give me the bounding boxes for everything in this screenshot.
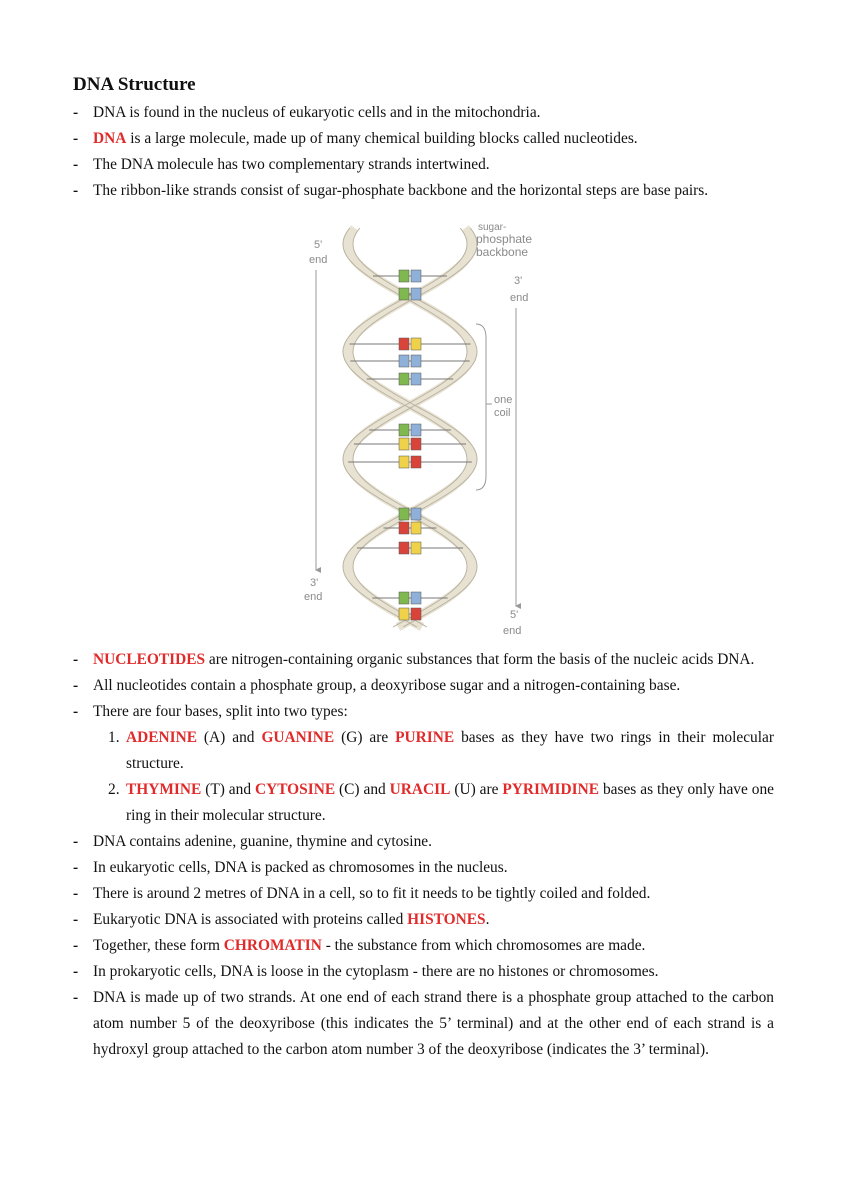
- cytosine-base: [411, 288, 421, 300]
- guanine-base: [399, 424, 409, 436]
- highlighted-term: CYTOSINE: [254, 781, 336, 798]
- bullet-item: [73, 673, 774, 699]
- text-run: The ribbon-like strands consist of sugar-phosphate backbone and the horizontal steps are base pairs.: [93, 182, 709, 199]
- text-run: Eukaryotic DNA is associated with proteins called: [93, 911, 408, 928]
- page-title: DNA Structure: [73, 74, 196, 95]
- text-run: is a large molecule, made up of many chemical building blocks called nucleotides.: [126, 130, 638, 147]
- text-run: DNA is found in the nucleus of eukaryotic cells and in the mitochondria.: [93, 104, 541, 121]
- text-run: In eukaryotic cells, DNA is packed as chromosomes in the nucleus.: [93, 859, 508, 876]
- text-run: bases as they have two rings in their molecular structure.: [126, 729, 774, 772]
- label-coil: coil: [494, 407, 511, 419]
- bullet-item: [73, 100, 774, 126]
- text-run: Together, these form: [93, 937, 224, 954]
- text-run: (U) are: [450, 781, 503, 798]
- highlighted-term: DNA: [93, 130, 127, 147]
- highlighted-term: HISTONES: [407, 911, 486, 928]
- text-run: (T) and: [201, 781, 255, 798]
- guanine-base: [399, 373, 409, 385]
- guanine-base: [399, 288, 409, 300]
- numbered-item: [93, 725, 774, 777]
- label-end-top-right: end: [510, 292, 529, 304]
- thymine-base: [411, 522, 421, 534]
- cytosine-base: [411, 355, 421, 367]
- intro-bullet-list: [73, 100, 774, 204]
- bullet-item: [73, 933, 774, 959]
- numbered-sublist: [93, 725, 774, 829]
- highlighted-term: PYRIMIDINE: [502, 781, 600, 798]
- adenine-base: [411, 456, 421, 468]
- thymine-base: [399, 456, 409, 468]
- text-run: There is around 2 metres of DNA in a cell, so to fit it needs to be tightly coiled and folded.: [93, 885, 651, 902]
- label-5-top: 5': [314, 239, 323, 251]
- thymine-base: [399, 608, 409, 620]
- bullet-item: [73, 985, 774, 1063]
- highlighted-term: ADENINE: [126, 729, 197, 746]
- bullet-item: [73, 881, 774, 907]
- text-run: All nucleotides contain a phosphate group, a deoxyribose sugar and a nitrogen-containing base.: [93, 677, 681, 694]
- label-5-bottom: 5': [510, 609, 519, 621]
- guanine-base: [399, 270, 409, 282]
- thymine-base: [399, 438, 409, 450]
- text-run: bases as they only have one ring in their molecular structure.: [126, 781, 774, 824]
- adenine-base: [411, 608, 421, 620]
- bullet-item: [73, 959, 774, 985]
- text-run: (G) are: [334, 729, 396, 746]
- bullet-item: [73, 178, 774, 204]
- label-backbone: backbone: [476, 245, 529, 259]
- highlighted-term: PURINE: [395, 729, 455, 746]
- dna-double-helix-figure: [300, 218, 550, 638]
- thymine-base: [411, 338, 421, 350]
- cytosine-base: [411, 424, 421, 436]
- cytosine-base: [399, 355, 409, 367]
- one-coil-bracket: [476, 324, 486, 490]
- cytosine-base: [411, 592, 421, 604]
- bullet-item: [73, 699, 774, 829]
- label-end-bottom-right: end: [503, 625, 522, 637]
- label-phosphate: phosphate: [476, 232, 533, 246]
- bullet-item: [73, 855, 774, 881]
- helix-strands: [343, 228, 477, 627]
- item-number: 2.: [108, 781, 120, 798]
- text-run: (C) and: [335, 781, 390, 798]
- highlighted-term: THYMINE: [126, 781, 202, 798]
- text-run: The DNA molecule has two complementary strands intertwined.: [93, 156, 490, 173]
- text-run: are nitrogen-containing organic substances that form the basis of the nucleic acids DNA.: [205, 651, 755, 668]
- cytosine-base: [411, 508, 421, 520]
- highlighted-term: URACIL: [389, 781, 451, 798]
- label-one: one: [494, 394, 513, 406]
- text-run: .: [485, 911, 490, 928]
- cytosine-base: [411, 373, 421, 385]
- text-run: DNA contains adenine, guanine, thymine and cytosine.: [93, 833, 432, 850]
- bullet-item: [73, 152, 774, 178]
- highlighted-term: CHROMATIN: [223, 937, 322, 954]
- cytosine-base: [411, 270, 421, 282]
- numbered-item: [93, 777, 774, 829]
- label-3-top: 3': [514, 275, 523, 287]
- item-number: 1.: [108, 729, 120, 746]
- label-end-top-left: end: [309, 254, 328, 266]
- guanine-base: [399, 592, 409, 604]
- adenine-base: [411, 438, 421, 450]
- text-run: DNA is made up of two strands. At one end of each strand there is a phosphate group attached to the carbon atom number 5 of the deoxyribose (this indicates the 5’ terminal) and at the other end of each strand is a hydroxyl group attached to the carbon atom number 3 of the deoxyribose (indicates the 3’ terminal).: [93, 989, 774, 1058]
- bullet-item: [73, 126, 774, 152]
- adenine-base: [399, 542, 409, 554]
- label-sugar: sugar-: [478, 222, 507, 233]
- bullet-item: [73, 907, 774, 933]
- adenine-base: [399, 338, 409, 350]
- thymine-base: [411, 542, 421, 554]
- bullet-item: [73, 829, 774, 855]
- guanine-base: [399, 508, 409, 520]
- highlighted-term: GUANINE: [261, 729, 335, 746]
- adenine-base: [399, 522, 409, 534]
- label-3-bottom: 3': [310, 577, 319, 589]
- text-run: There are four bases, split into two types:: [93, 703, 348, 720]
- highlighted-term: NUCLEOTIDES: [93, 651, 206, 668]
- text-run: In prokaryotic cells, DNA is loose in the cytoplasm - there are no histones or chromosomes.: [93, 963, 659, 980]
- text-run: (A) and: [196, 729, 262, 746]
- text-run: - the substance from which chromosomes are made.: [321, 937, 646, 954]
- label-end-bottom-left: end: [304, 591, 323, 603]
- bullet-item: [73, 647, 774, 673]
- details-bullet-list: [73, 647, 774, 1063]
